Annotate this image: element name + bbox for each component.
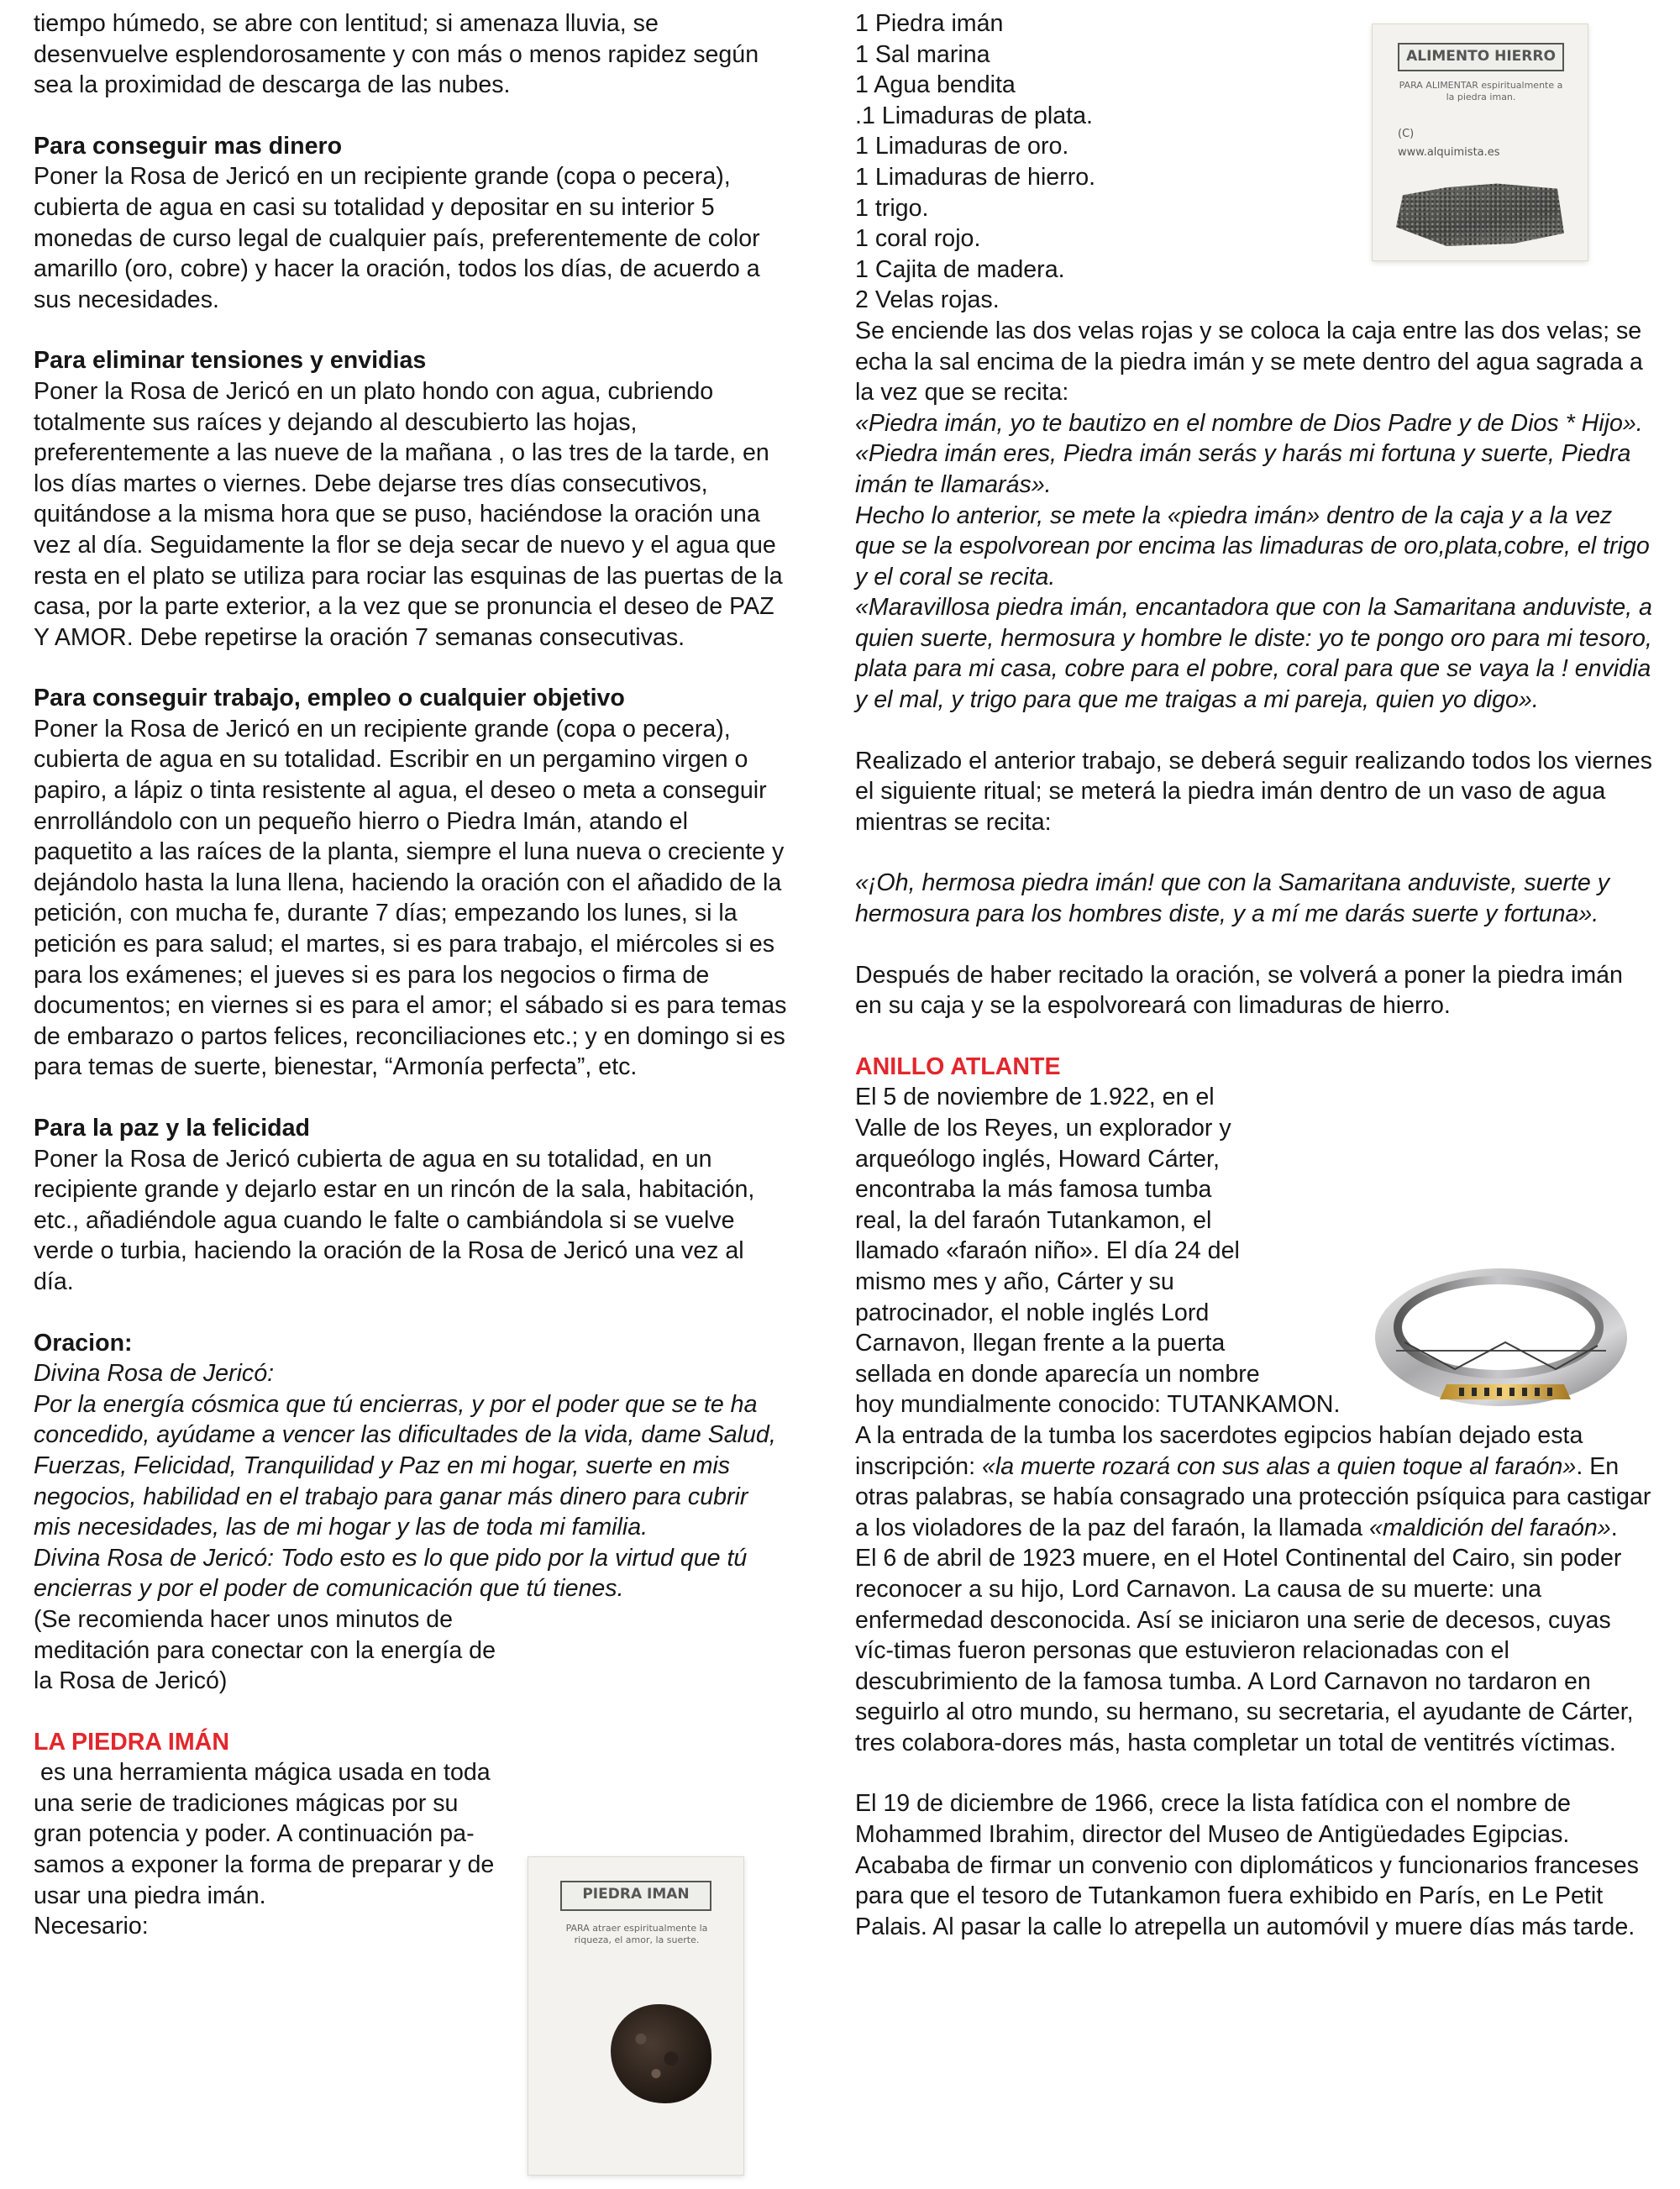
ingredient-item: 1 Limaduras de hierro. — [855, 163, 1096, 191]
ingredient-item: 1 trigo. — [855, 194, 929, 222]
package-subtitle: PARA atraer espiritualmente la riqueza, el amor, la suerte. — [565, 1923, 708, 1945]
ritual-paragraph-2: Realizado el anterior trabajo, se deberá seguir realizando todos los viernes el siguiente ritual; se meterá la piedra imán dentro de un vaso de agua mientras se recita: — [855, 747, 1652, 836]
oracion-line-2: Por la energía cósmica que tú encierras, y por el poder que se te ha concedido, ayúdame a vencer las dificultades de la vida, dame Salud, Fuerzas, Felicidad, Tranquilidad y Paz en mi hogar, suerte en mis negocios, habilidad en el trabajo para ganar más dinero para cubrir mis necesidades, las de mi hogar y las de toda mi familia. — [34, 1390, 776, 1541]
inscription-quote: «la muerte rozará con sus alas a quien toque al faraón» — [981, 1452, 1577, 1480]
ritual-quote-5: «¡Oh, hermosa piedra imán! que con la Samaritana anduviste, suerte y hermosura para los hombres diste, y a mí me darás suerte y fortuna». — [855, 869, 1610, 928]
ingredient-item: 1 Sal marina — [855, 40, 990, 68]
anillo-line: real, la del faraón Tutankamon, el — [855, 1206, 1212, 1234]
oracion-line-3: Divina Rosa de Jericó: Todo esto es lo que pido por la virtud que tú encierras y por el poder de comunicación que tú tienes. — [34, 1544, 748, 1603]
heading-paz: Para la paz y la felicidad — [34, 1115, 310, 1142]
ritual-quote-3: Hecho lo anterior, se mete la «piedra imán» dentro de la caja y a la vez que se la espolvorean por encima las limaduras de oro,plata,cobre, el trigo y el coral se recita. — [855, 501, 1650, 591]
paragraph-trabajo: Poner la Rosa de Jericó en un recipiente grande (copa o pecera), cubierta de agua en su totalidad. Escribir en un pergamino virgen o papiro, a lápiz o tinta resistente al agua, el deseo o meta a conseguir enrrollándolo con un pequeño hierro o Piedra Imán, atando el paquetito a las raíces de la planta, siempre el luna nueva o creciente y dejándolo hasta la luna llena, haciendo la oración con el añadido de la petición, con mucha fe, durante 7 días; empezando los lunes, si la petición es para salud; el martes, si es para trabajo, el miércoles si es para los exámenes; el jueves si es para los negocios o firma de documentos; en viernes si es para el amor; el sábado si es para temas de embarazo o partos felices, reconciliaciones etc.; y en domingo si es para temas de suerte, bienestar, “Armonía perfecta”, etc. — [34, 715, 787, 1081]
anillo-paragraph-inscription — [855, 1420, 1653, 1543]
ritual-paragraph-3: Después de haber recitado la oración, se volverá a poner la piedra imán en su caja y se la espolvoreará con limaduras de hierro. — [855, 961, 1623, 1020]
paragraph-paz: Poner la Rosa de Jericó cubierta de agua en su totalidad, en un recipiente grande y dejarlo estar en un rincón de la sala, habitación, etc., añadiéndole agua cuando le falte o cambiándola si se vuelve verde o turbia, haciendo la oración de la Rosa de Jericó una vez al día. — [34, 1145, 755, 1295]
anillo-line: sellada en donde aparecía un nombre — [855, 1360, 1260, 1388]
package-website: www.alquimista.es — [1398, 146, 1500, 159]
ingredient-item: 2 Velas rojas. — [855, 286, 1000, 314]
anillo-line: Carnavon, llegan frente a la puerta — [855, 1330, 1226, 1357]
paragraph-mas-dinero: Poner la Rosa de Jericó en un recipiente grande (copa o pecera), cubierta de agua en casi su totalidad y depositar en su interior 5 monedas de curso legal de cualquier país, preferentemente de color amarillo (oro, cobre) y hacer la oración, todos los días, de acuerdo a sus necesidades. — [34, 163, 760, 313]
paragraph-tensiones: Poner la Rosa de Jericó en un plato hondo con agua, cubriendo totalmente sus raíces y dejando al descubierto las hojas, preferentemente a las nueve de la mañana , o las tres de la tarde, en los días martes o viernes. Debe dejarse tres días consecutivos, quitándose a la misma hora que se puso, haciéndose la oración una vez al día. Seguidamente la flor se deja secar de nuevo y el agua que resta en el plato se utiliza para rociar las esquinas de las puertas de la casa, por la parte exterior, a la vez que se pronuncia el deseo de PAZ Y AMOR. Debe repetirse la oración 7 semanas consecutivas. — [34, 377, 783, 651]
ingredient-item: 1 Agua bendita — [855, 71, 1016, 99]
necesario-label: Necesario: — [34, 1913, 149, 1940]
piedra-iman-title: LA PIEDRA IMÁN — [34, 1728, 229, 1756]
heading-tensiones: Para eliminar tensiones y envidias — [34, 347, 427, 375]
package-subtitle: PARA ALIMENTAR espiritualmente a la piedra iman. — [1399, 80, 1563, 102]
ingredient-item: 1 Cajita de madera. — [855, 255, 1065, 283]
heading-oracion: Oracion: — [34, 1329, 133, 1357]
lodestone-package-image — [528, 1856, 744, 2176]
anillo-line: hoy mundialmente conocido: TUTANKAMON. — [855, 1391, 1341, 1419]
intro-paragraph: tiempo húmedo, se abre con lentitud; si amenaza lluvia, se desenvuelve esplendorosamente y con más o menos rapidez según sea la proximidad de descarga de las nubes. — [34, 10, 759, 99]
atlantis-ring-image — [1354, 1243, 1640, 1436]
ingredient-item: 1 Limaduras de oro. — [855, 133, 1069, 160]
anillo-paragraph-deaths: El 6 de abril de 1923 muere, en el Hotel Continental del Cairo, sin poder reconocer a su hijo, Lord Carnavon. La causa de su muerte: una enfermedad desconocida. Así se iniciaron una serie de decesos, cuyas víc-timas fueron personas que estuvieron relacionadas con el descubrimiento de la famosa tumba. A Lord Carnavon no tardaron en seguirlo al otro mundo, su hermano, su secretaria, el ayudante de Cárter, tres colabora-dores más, hasta completar un total de ventitrés víctimas. — [855, 1545, 1634, 1756]
text-span: . — [1610, 1514, 1618, 1541]
right-column — [855, 8, 1653, 1942]
anillo-paragraph-ibrahim: El 19 de diciembre de 1966, crece la lista fatídica con el nombre de Mohammed Ibrahim, director del Museo de Antigüedades Egipcias. Acababa de firmar un convenio con diplomáticos y funcionarios franceses para que el tesoro de Tutankamon fuera exhibido en París, en Le Petit Palais. Al pasar la calle lo atrepella un automóvil y muere días más tarde. — [855, 1790, 1639, 1940]
anillo-line: Valle de los Reyes, un explorador y — [855, 1115, 1231, 1142]
heading-mas-dinero: Para conseguir mas dinero — [34, 132, 343, 160]
anillo-line: mismo mes y año, Cárter y su — [855, 1268, 1174, 1295]
meditation-note: (Se recomienda hacer unos minutos de meditación para conectar con la energía de la Rosa de Jericó) — [34, 1605, 496, 1695]
left-column — [34, 8, 790, 1942]
oracion-line-1: Divina Rosa de Jericó: — [34, 1360, 275, 1388]
ritual-quote-1: «Piedra imán, yo te bautizo en el nombre de Dios Padre y de Dios * Hijo». — [855, 409, 1643, 437]
heading-trabajo: Para conseguir trabajo, empleo o cualquier objetivo — [34, 685, 625, 712]
anillo-line: llamado «faraón niño». El día 24 del — [855, 1237, 1240, 1265]
ingredient-item: 1 coral rojo. — [855, 225, 981, 253]
ritual-quote-2: «Piedra imán eres, Piedra imán serás y harás mi fortuna y suerte, Piedra imán te llamarás». — [855, 440, 1631, 498]
anillo-line: encontraba la más famosa tumba — [855, 1176, 1212, 1204]
iron-filings-icon — [1396, 182, 1564, 246]
ingredient-item: .1 Limaduras de plata. — [855, 102, 1093, 129]
iron-filings-package-image — [1372, 24, 1588, 261]
ritual-paragraph-1: Se enciende las dos velas rojas y se coloca la caja entre las dos velas; se echa la sal encima de la piedra imán y se mete dentro del agua sagrada a la vez que se recita: — [855, 317, 1643, 407]
text-span: A la entrada de la tumba los sacerdotes egipcios habían dejado esta inscripción: — [855, 1421, 1583, 1480]
anillo-atlante-title: ANILLO ATLANTE — [855, 1053, 1061, 1080]
curse-quote: «maldición del faraón» — [1368, 1514, 1611, 1541]
text-span: . En otras palabras, se había consagrado una protección psíquica para castigar a los violadores de la paz del faraón, la llamada — [855, 1452, 1651, 1541]
piedra-iman-intro: es una herramienta mágica usada en toda una serie de tradiciones mágicas por su gran potencia y poder. A continuación pa-samos a exponer la forma de preparar y de usar una piedra imán. — [34, 1759, 495, 1909]
anillo-line: patrocinador, el noble inglés Lord — [855, 1299, 1210, 1326]
ritual-quote-4: «Maravillosa piedra imán, encantadora que con la Samaritana anduviste, a quien suerte, hermosura y hombre le diste: yo te pongo oro para mi tesoro, plata para mi casa, cobre para el pobre, coral para que se vaya la ! envidia y el mal, y trigo para que me traigas a mi pareja, quien yo digo». — [855, 594, 1652, 714]
lodestone-icon — [611, 2004, 711, 2103]
anillo-line: El 5 de noviembre de 1.922, en el — [855, 1084, 1215, 1111]
anillo-line: arqueólogo inglés, Howard Cárter, — [855, 1145, 1220, 1173]
package-copyright: (C) — [1398, 128, 1415, 140]
package-label: ALIMENTO HIERRO — [1398, 43, 1564, 71]
package-label: PIEDRA IMAN — [560, 1881, 711, 1911]
ingredient-item: 1 Piedra imán — [855, 10, 1004, 37]
